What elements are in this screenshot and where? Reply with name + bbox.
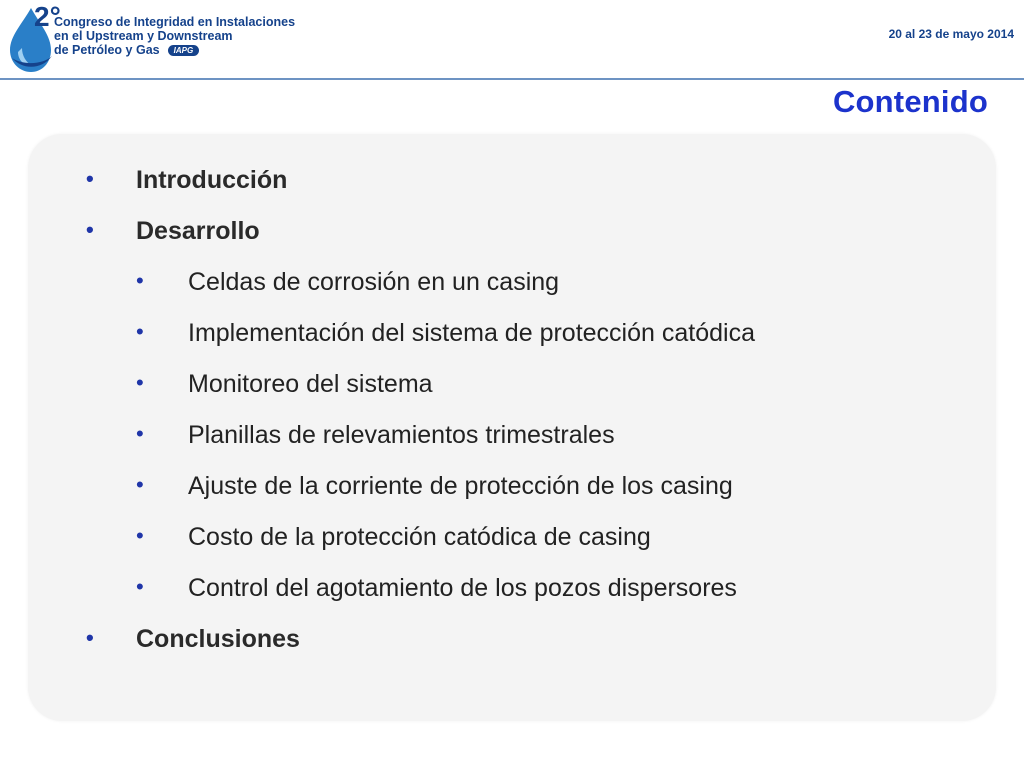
content-panel: [28, 134, 996, 721]
header-divider: [0, 78, 1024, 80]
slide-header: [0, 0, 1024, 80]
bullet-icon: •: [136, 574, 144, 599]
agenda-subitem-text: Celdas de corrosión en un casing: [188, 268, 560, 296]
event-date: 20 al 23 de mayo 2014: [888, 27, 1014, 41]
agenda-item-text: Desarrollo: [136, 217, 260, 245]
bullet-icon: •: [136, 421, 144, 446]
bullet-icon: •: [86, 217, 94, 242]
congress-logo: [4, 0, 334, 76]
congress-name-text: de Petróleo y Gas: [54, 43, 160, 57]
bullet-icon: •: [86, 625, 94, 650]
bullet-icon: •: [86, 166, 94, 191]
bullet-icon: •: [136, 370, 144, 395]
agenda-subitem-text: Implementación del sistema de protección catódica: [188, 319, 755, 347]
bullet-icon: •: [136, 319, 144, 344]
logo-number: 2°: [34, 1, 61, 32]
agenda-item-text: Introducción: [136, 166, 288, 194]
agenda-item-text: Conclusiones: [136, 625, 300, 653]
agenda-subitem-text: Costo de la protección catódica de casing: [188, 523, 651, 551]
agenda-subitem-text: Planillas de relevamientos trimestrales: [188, 421, 615, 449]
slide-title: Contenido: [832, 84, 988, 119]
congress-name: [54, 15, 295, 57]
bullet-icon: •: [136, 523, 144, 548]
congress-name-line: Congreso de Integridad en Instalaciones: [54, 15, 296, 29]
bullet-icon: •: [136, 472, 144, 497]
congress-name-line: [54, 43, 295, 57]
agenda-subitem-text: Control del agotamiento de los pozos dispersores: [188, 574, 737, 602]
congress-name-line: en el Upstream y Downstream: [54, 29, 233, 43]
water-drop-logo-icon: [4, 0, 61, 76]
agenda-subitem-text: Monitoreo del sistema: [188, 370, 433, 398]
agenda-subitem-text: Ajuste de la corriente de protección de los casing: [188, 472, 733, 500]
bullet-icon: •: [136, 268, 144, 293]
iapg-badge: IAPG: [168, 45, 200, 56]
